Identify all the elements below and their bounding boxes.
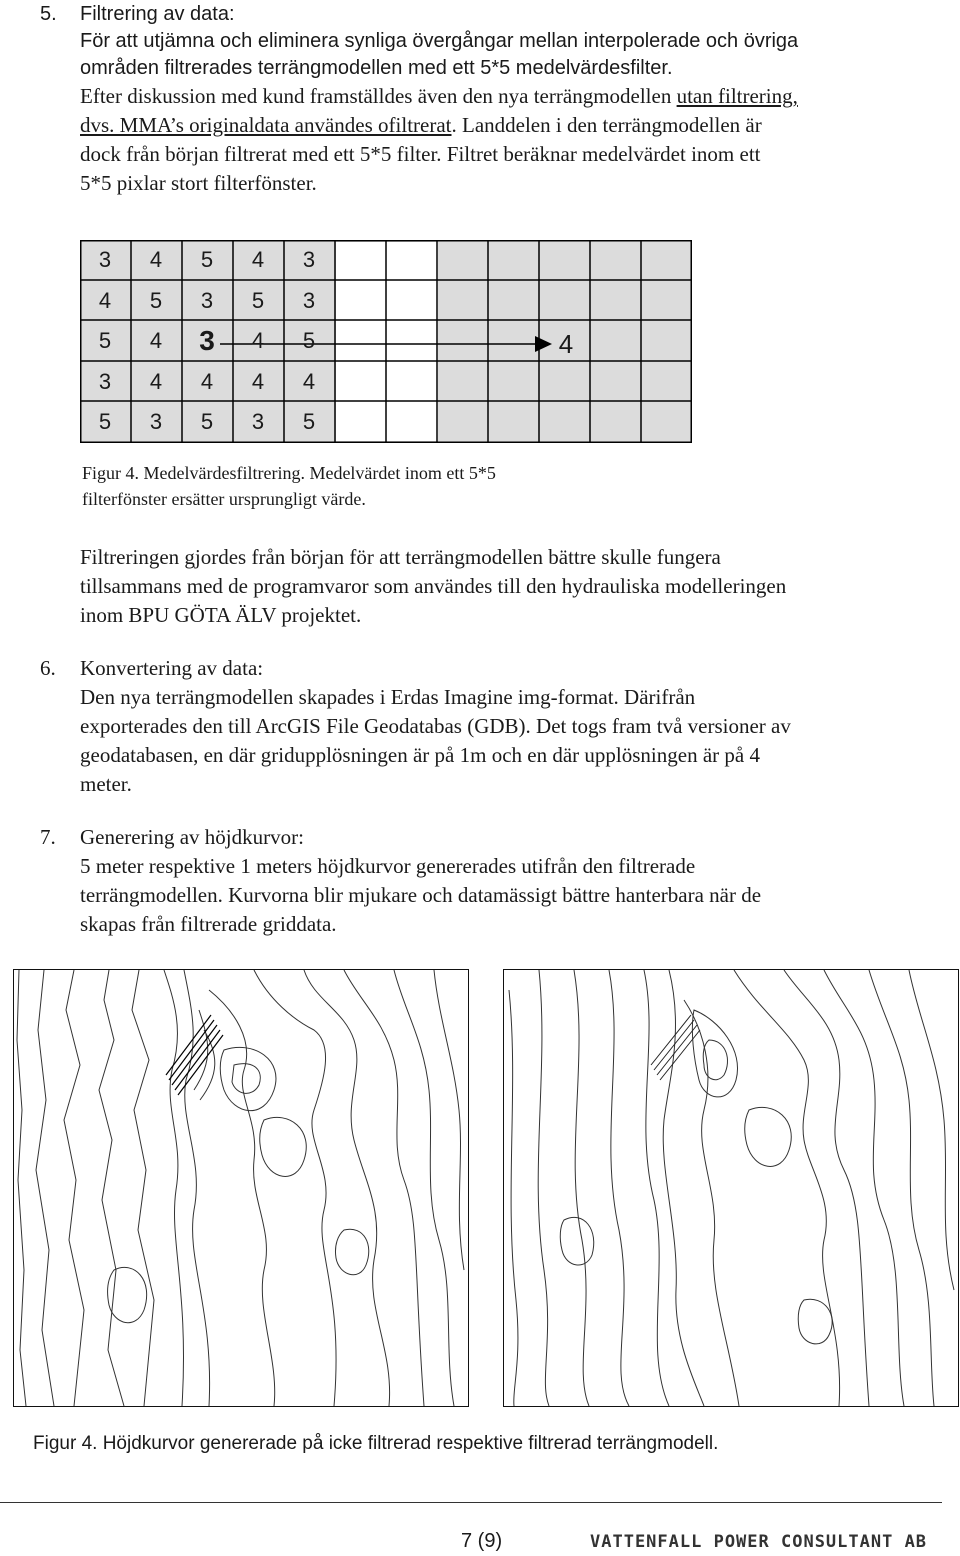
section-7-line-3: skapas från filtrerade griddata. <box>80 912 337 936</box>
section-7-line-2: terrängmodellen. Kurvorna blir mjukare och datamässigt bättre hanterbara när de <box>80 883 762 907</box>
grid-cell: 4 <box>302 368 316 394</box>
grid-cell: 4 <box>251 247 265 272</box>
grid-cell: 3 <box>199 325 215 356</box>
company-logo-text: VATTENFALL POWER CONSULTANT AB <box>590 1532 928 1552</box>
section-5-line-2: områden filtrerades terrängmodellen med ett 5*5 medelvärdesfilter. <box>80 57 673 79</box>
grid-cell: 5 <box>98 409 112 434</box>
contour-lines-filtered <box>504 970 958 1406</box>
grid-cell: 3 <box>98 247 112 272</box>
filtrering-para-line-3: inom BPU GÖTA ÄLV projektet. <box>80 603 362 627</box>
grid-cell: 5 <box>200 247 214 272</box>
filtrering-para-line-1: Filtreringen gjordes från början för att terrängmodellen bättre skulle fungera <box>80 545 721 569</box>
section-6-number: 6. <box>40 656 56 680</box>
grid-cell: 5 <box>149 287 163 313</box>
section-7-heading: Generering av höjdkurvor: <box>80 825 304 849</box>
contour-lines-unfiltered <box>14 970 468 1406</box>
filtrering-para-line-2: tillsammans med de programvaror som användes till den hydrauliska modelleringen <box>80 574 787 598</box>
grid-cell: 5 <box>200 409 214 434</box>
section-6-line-3: geodatabasen, en där gridupplösningen är på 1m och en där upplösningen är på 4 <box>80 743 760 767</box>
section-5-number: 5. <box>40 3 57 25</box>
grid-cell: 4 <box>98 287 112 313</box>
grid-cell: 4 <box>149 368 163 394</box>
grid-cell: 4 <box>149 247 163 272</box>
grid-cell: 4 <box>251 368 265 394</box>
grid-cell: 3 <box>302 247 316 272</box>
section-6-heading: Konvertering av data: <box>80 656 264 680</box>
section-5-line-1: För att utjämna och eliminera synliga övergångar mellan interpolerade och övriga <box>80 30 799 52</box>
grid-cell: 4 <box>251 328 265 353</box>
grid-cell: 4 <box>200 368 214 394</box>
grid-cell: 3 <box>98 368 112 394</box>
footer-divider <box>0 1502 942 1503</box>
contour-map-unfiltered <box>13 969 469 1407</box>
grid-cell: 5 <box>251 287 265 313</box>
section-6-line-1: Den nya terrängmodellen skapades i Erdas Imagine img-format. Därifrån <box>80 685 696 709</box>
section-5-line-4: dvs. MMA’s originaldata användes ofiltrerat. Landdelen i den terrängmodellen är <box>80 113 762 137</box>
underlined-phrase-1: utan filtrering, <box>676 84 798 108</box>
section-5-line-3: Efter diskussion med kund framställdes även den nya terrängmodellen utan filtrering, <box>80 84 798 108</box>
figure-4a-caption-line-1: Figur 4. Medelvärdesfiltrering. Medelvärdet inom ett 5*5 <box>82 463 496 483</box>
page-number: 7 (9) <box>461 1530 503 1552</box>
grid-cell: 5 <box>302 409 316 434</box>
figure-4a-caption-line-2: filterfönster ersätter ursprungligt värde. <box>82 489 366 509</box>
filtered-result-value: 4 <box>558 329 574 359</box>
figure-4b-caption: Figur 4. Höjdkurvor genererade på icke filtrerad respektive filtrerad terrängmodell. <box>33 1433 719 1454</box>
grid-cell: 3 <box>149 409 163 434</box>
section-6-line-4: meter. <box>80 772 132 796</box>
section-5-line-6: 5*5 pixlar stort filterfönster. <box>80 171 317 195</box>
grid-cell: 3 <box>302 287 316 313</box>
section-5-line-5: dock från början filtrerat med ett 5*5 filter. Filtret beräknar medelvärdet inom ett <box>80 142 761 166</box>
grid-cell: 3 <box>200 287 214 313</box>
grid-cell: 5 <box>98 328 112 353</box>
section-7-number: 7. <box>40 825 56 849</box>
section-7-line-1: 5 meter respektive 1 meters höjdkurvor genererades utifrån den filtrerade <box>80 854 696 878</box>
grid-cell: 3 <box>251 409 265 434</box>
filter-grid-figure <box>80 240 692 443</box>
section-5-heading: Filtrering av data: <box>80 3 235 25</box>
contour-map-filtered <box>503 969 959 1407</box>
grid-cell: 5 <box>302 328 316 353</box>
underlined-phrase-2: dvs. MMA’s originaldata användes ofiltrerat <box>80 113 452 137</box>
section-6-line-2: exporterades den till ArcGIS File Geodatabas (GDB). Det togs fram två versioner av <box>80 714 791 738</box>
grid-cell: 4 <box>149 328 163 353</box>
